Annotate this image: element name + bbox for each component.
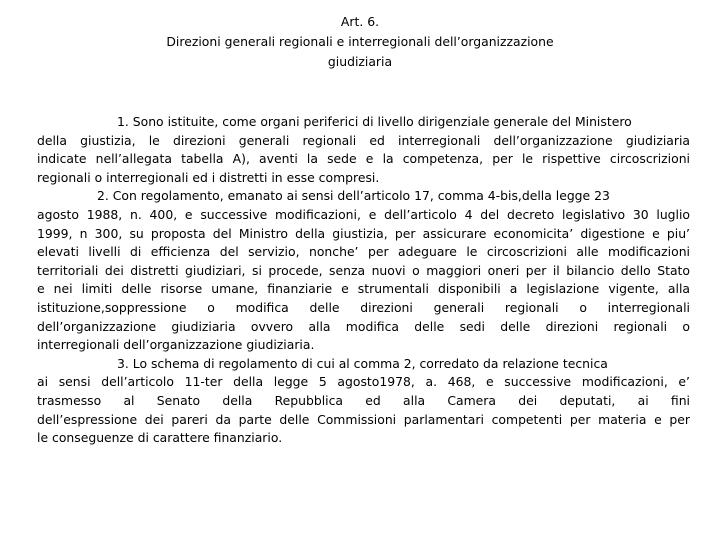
- text-line: agosto 1988, n. 400, e successive modificazioni, e dell’articolo 4 del decreto legislativo 30 luglio: [37, 206, 690, 222]
- paragraph-2: [37, 187, 690, 354]
- text-line: territoriali dei distretti giudiziari, si procede, senza nuovi o maggiori oneri per il bilancio dello Stato: [37, 262, 690, 278]
- paragraph-1: [37, 113, 690, 187]
- article-number: Art. 6.: [340, 14, 380, 29]
- article-title-line-1: Direzioni generali regionali e interregionali dell’organizzazione: [166, 34, 554, 49]
- article-title-line-2: giudiziaria: [327, 54, 393, 69]
- text-line: ai sensi dell’articolo 11-ter della legge 5 agosto1978, a. 468, e successive modificazioni, e’: [37, 374, 690, 390]
- text-line: interregionali dell’organizzazione giudiziaria.: [37, 337, 315, 353]
- text-line: dell’espressione dei pareri da parte delle Commissioni parlamentari competenti per materia e per: [37, 411, 690, 427]
- text-line: dell’organizzazione giudiziaria ovvero alla modifica delle sedi delle direzioni regionali o: [37, 318, 690, 334]
- text-line: trasmesso al Senato della Repubblica ed alla Camera dei deputati, ai fini: [37, 392, 690, 408]
- text-line: 1. Sono istituite, come organi periferici di livello dirigenziale generale del Ministero: [117, 114, 632, 129]
- text-line: indicate nell’allegata tabella A), aventi la sede e la competenza, per le rispettive circoscrizioni: [37, 151, 690, 167]
- text-line: 1999, n 300, su proposta del Ministro della giustizia, per assicurare economicita’ digestione e piu’: [37, 225, 690, 241]
- text-line: elevati livelli di efficienza del servizio, nonche’ per adeguare le circoscrizioni alle modificazioni: [37, 244, 690, 260]
- text-line: 3. Lo schema di regolamento di cui al comma 2, corredato da relazione tecnica: [117, 355, 608, 371]
- article-header: [0, 12, 720, 72]
- article-body: [37, 113, 690, 448]
- text-line: 2. Con regolamento, emanato ai sensi dell’articolo 17, comma 4-bis,della legge 23: [97, 188, 610, 204]
- text-line: della giustizia, le direzioni generali regionali ed interregionali dell’organizzazione giudiziaria: [37, 132, 690, 148]
- text-line: le conseguenze di carattere finanziario.: [37, 430, 283, 446]
- text-line: istituzione,soppressione o modifica delle direzioni generali regionali o interregionali: [37, 299, 690, 315]
- text-line: regionali o interregionali ed i distretti in esse compresi.: [37, 169, 380, 185]
- paragraph-3: [37, 355, 690, 448]
- text-line: e nei limiti delle risorse umane, finanziarie e strumentali disponibili a legislazione vigente, alla: [37, 281, 690, 297]
